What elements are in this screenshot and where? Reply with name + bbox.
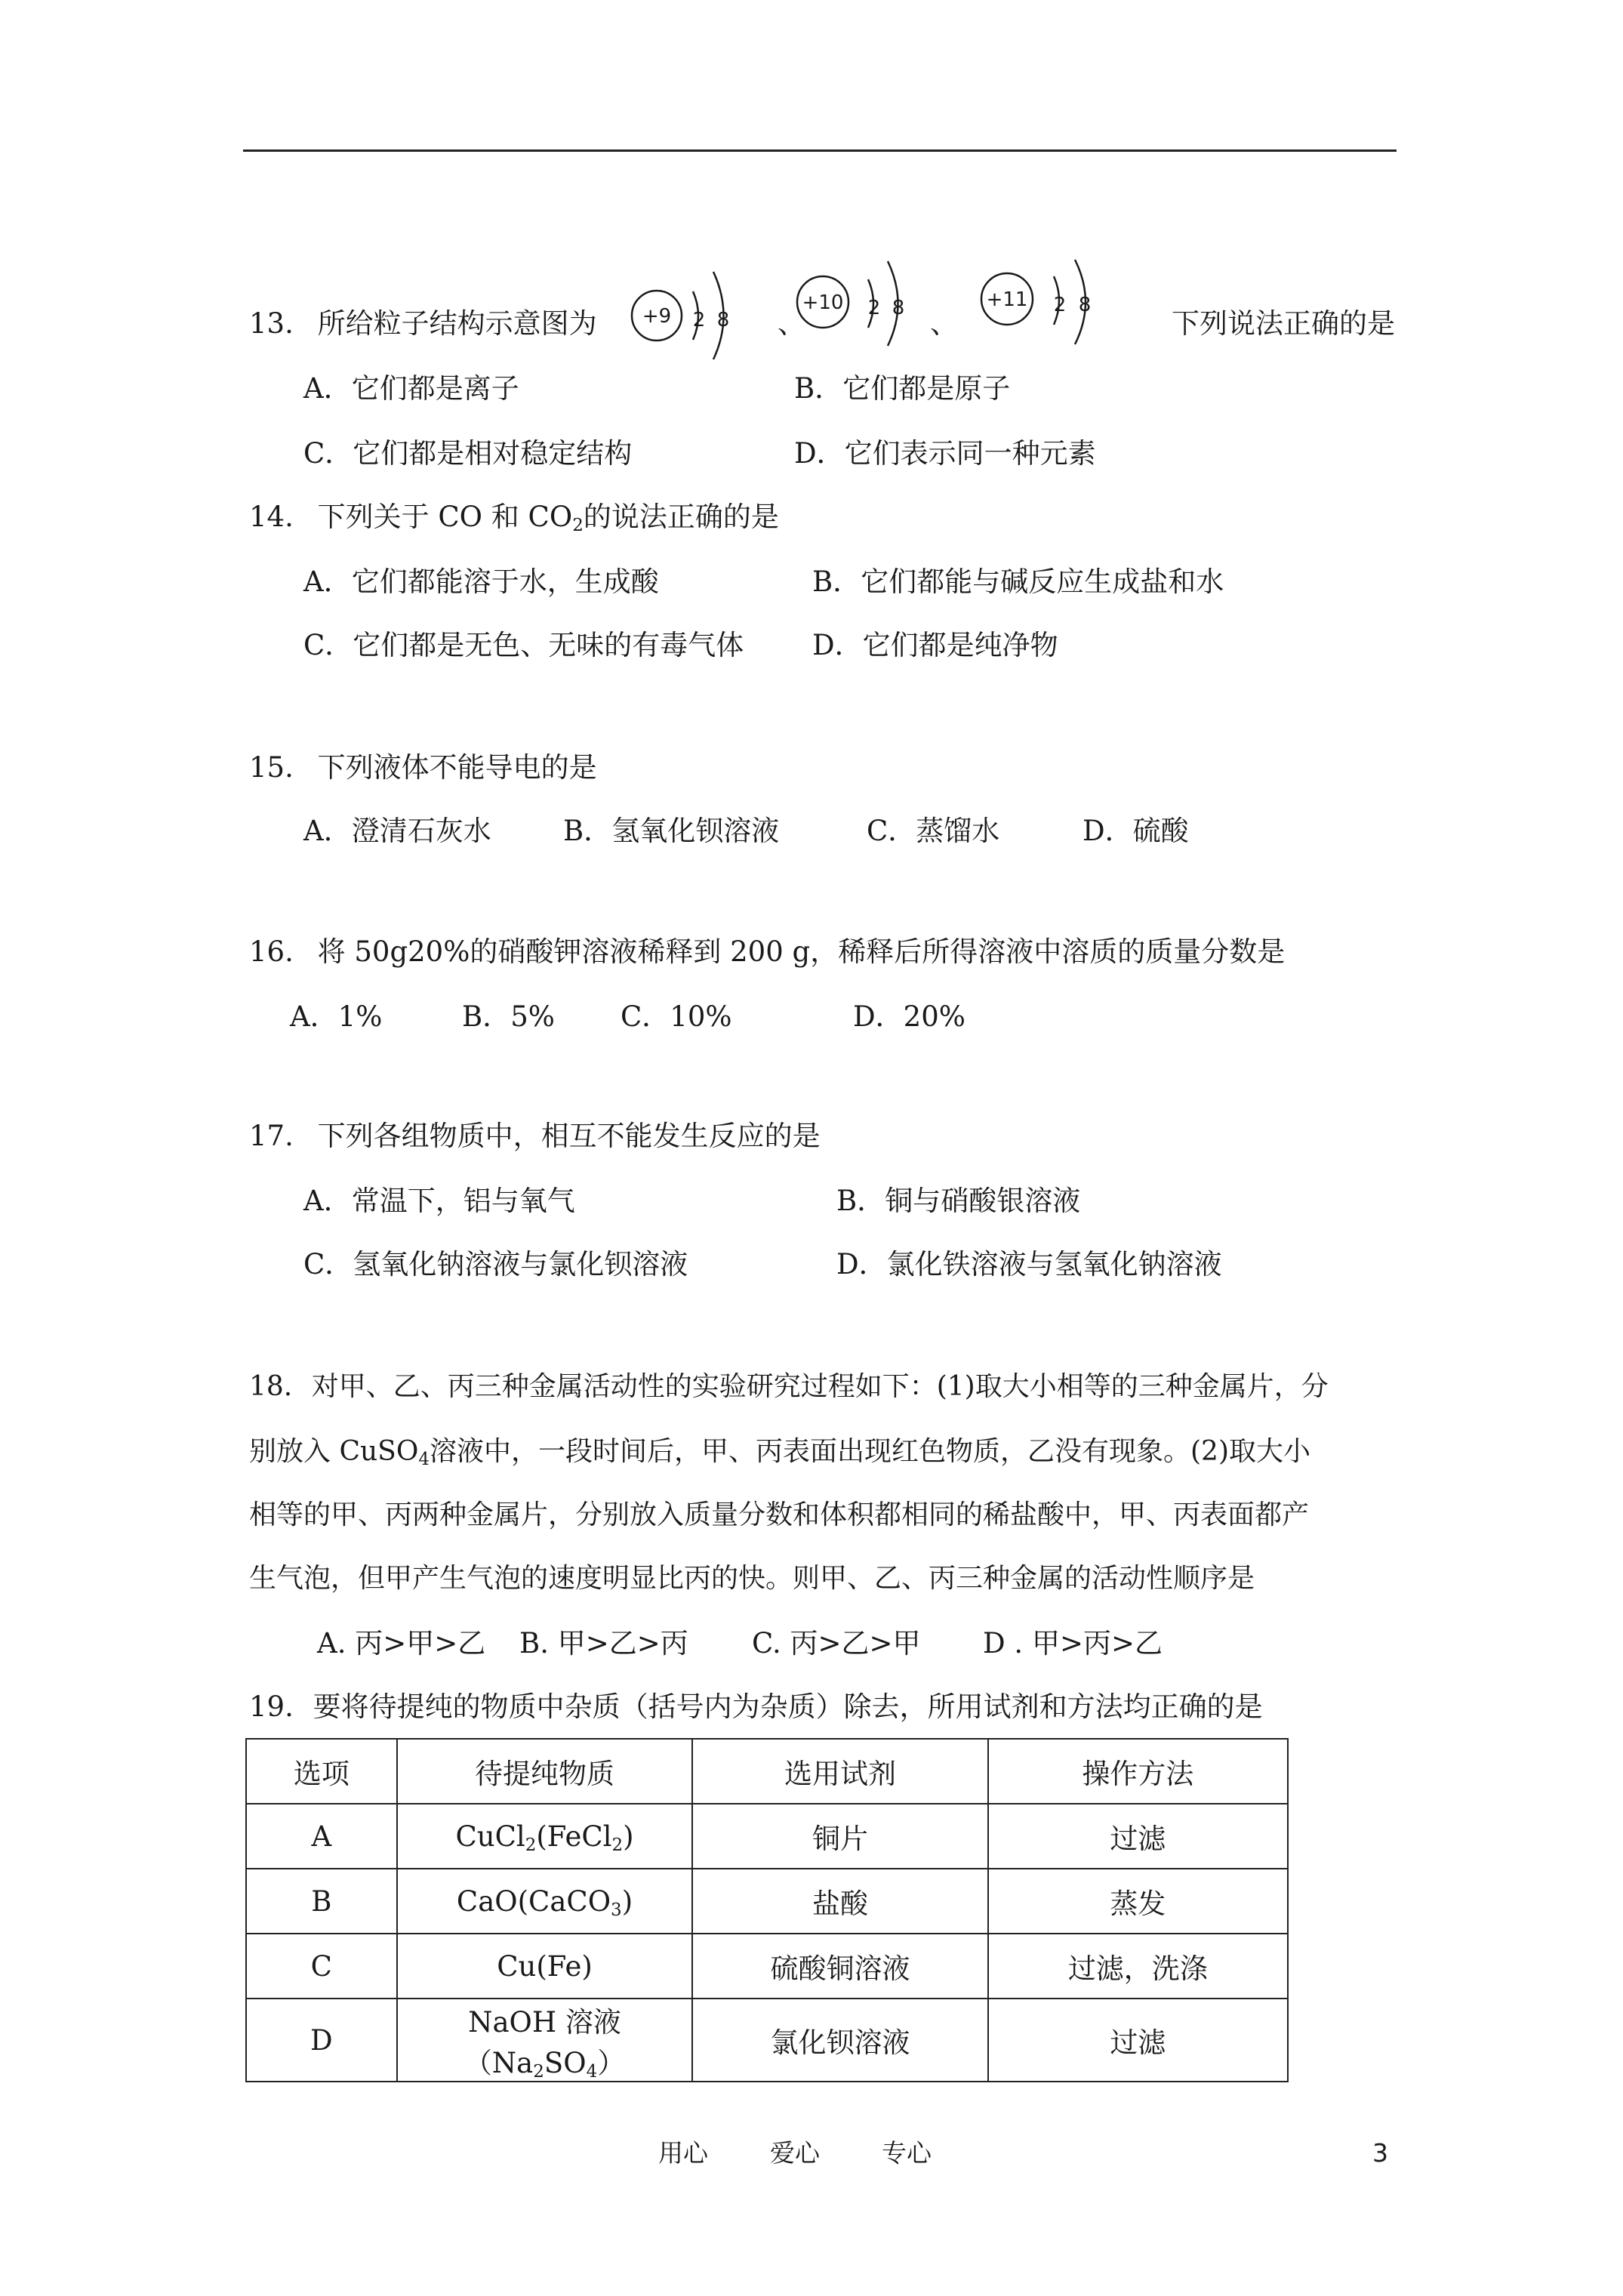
page-number: 3 [1372,2138,1388,2168]
nucleus-charge: +9 [642,305,672,328]
question-number: 18. [249,1371,293,1402]
cell-reagent: 氯化钡溶液 [692,1999,987,2082]
question-text-line-3: 相等的甲、丙两种金属片，分别放入质量分数和体积都相同的稀盐酸中，甲、丙表面都产 [249,1499,1310,1530]
footer-text-2: 爱心 [770,2138,820,2168]
option-c: C．它们都是无色、无味的有毒气体 [303,629,744,661]
atom-structure-3 [974,255,1147,376]
question-text-line-2: 别放入 CuSO$_4$溶液中，一段时间后，甲、丙表面出现红色物质，乙没有现象。(2)取大小 [249,1436,1310,1469]
cell-method: 过滤，洗涤 [988,1934,1288,1999]
cell-option: D [246,1999,397,2082]
option-a: A．常温下，铝与氧气 [303,1185,575,1217]
header-method: 操作方法 [988,1739,1288,1804]
table-header-row [246,1739,1288,1804]
header-rule [243,149,1397,152]
table-row [246,1804,1288,1869]
option-c: C．10% [621,1000,732,1033]
cell-substance: CaO(CaCO$_3$) [397,1869,693,1934]
option-d: D．硫酸 [1083,815,1189,847]
footer-text-1: 用心 [658,2138,708,2168]
shell-1-electrons: 2 [692,309,706,331]
option-c: C. 丙>乙>甲 [752,1627,921,1660]
option-b: B．氢氧化钡溶液 [563,815,780,847]
purification-table [245,1738,1289,2082]
header-option: 选项 [246,1739,397,1804]
option-b: B．它们都能与碱反应生成盐和水 [812,566,1224,598]
question-text: 要将待提纯的物质中杂质（括号内为杂质）除去，所用试剂和方法均正确的是 [313,1690,1263,1723]
subscript: 2 [572,516,584,535]
cell-method: 过滤 [988,1804,1288,1869]
cell-reagent: 盐酸 [692,1869,987,1934]
question-tail: 下列说法正确的是 [1172,307,1395,340]
cell-option: C [246,1934,397,1999]
question-text: 将 50g20%的硝酸钾溶液稀释到 200 g，稀释后所得溶液中溶质的质量分数是 [317,935,1286,968]
table-row [246,1869,1288,1934]
option-b: B．5% [462,1000,555,1033]
shell-2-electrons: 8 [1078,294,1092,316]
option-c: C．它们都是相对稳定结构 [303,437,633,470]
question-text: 下列液体不能导电的是 [317,751,597,784]
question-number: 14. [249,501,294,533]
cell-option: A [246,1804,397,1869]
option-d: D．20% [853,1000,965,1033]
option-d: D . 甲>丙>乙 [983,1627,1163,1660]
question-text: 下列各组物质中，相互不能发生反应的是 [317,1120,821,1152]
question-number: 17. [249,1120,294,1152]
cell-substance: NaOH 溶液$(Na_2SO_4)$ [397,1999,693,2082]
question-17 [249,1119,821,1154]
question-text: 的说法正确的是 [583,501,779,533]
question-text-line-1: 对甲、乙、丙三种金属活动性的实验研究过程如下：(1)取大小相等的三种金属片，分 [311,1371,1329,1402]
cell-reagent: 硫酸铜溶液 [692,1934,987,1999]
option-c: C．氢氧化钠溶液与氯化钡溶液 [303,1248,688,1281]
question-13 [249,307,597,341]
question-text: 下列关于 CO 和 CO [317,501,573,533]
question-14 [249,500,779,535]
question-text: 所给粒子结构示意图为 [317,307,597,340]
cell-option: B [246,1869,397,1934]
option-d: D．氯化铁溶液与氢氧化钠溶液 [836,1248,1222,1281]
shell-2-electrons: 8 [716,309,730,331]
question-18 [249,1370,1329,1404]
option-a: A．它们都能溶于水，生成酸 [303,566,659,598]
option-a: A. 丙>甲>乙 [317,1627,486,1660]
question-number: 16. [249,935,294,968]
header-reagent: 选用试剂 [692,1739,987,1804]
option-b: B．铜与硝酸银溶液 [836,1185,1081,1217]
option-d: D．它们表示同一种元素 [794,437,1096,470]
subscript: 4 [418,1450,430,1469]
cell-substance: CuCl$_2$(FeCl$_2$) [397,1804,693,1869]
option-a: A．澄清石灰水 [303,815,491,847]
option-a: A．它们都是离子 [303,372,519,405]
separator: 、 [930,307,958,340]
question-16 [249,935,1285,969]
cell-reagent: 铜片 [692,1804,987,1869]
question-15 [249,750,597,785]
option-a: A．1% [290,1000,383,1033]
question-number: 19. [249,1690,294,1723]
option-b: B. 甲>乙>丙 [519,1627,688,1660]
shell-1-electrons: 2 [1053,294,1067,316]
question-text-line-4: 生气泡，但甲产生气泡的速度明显比丙的快。则甲、乙、丙三种金属的活动性顺序是 [249,1563,1255,1594]
cell-method: 过滤 [988,1999,1288,2082]
question-19 [249,1690,1263,1724]
option-d: D．它们都是纯净物 [812,629,1058,661]
option-c: C．蒸馏水 [867,815,1000,847]
nucleus-charge: +11 [986,288,1028,311]
atom-structure-1 [627,255,800,376]
nucleus-charge: +10 [802,291,844,314]
table-row [246,1934,1288,1999]
shell-2-electrons: 8 [892,297,905,319]
separator: 、 [778,307,805,340]
cell-method: 蒸发 [988,1869,1288,1934]
question-number: 13. [249,307,294,340]
table-row [246,1999,1288,2082]
shell-1-electrons: 2 [867,297,881,319]
header-substance: 待提纯物质 [397,1739,693,1804]
cell-substance: Cu(Fe) [397,1934,693,1999]
footer-text-3: 专心 [882,2138,932,2168]
option-b: B．它们都是原子 [794,372,1011,405]
question-number: 15. [249,751,294,784]
